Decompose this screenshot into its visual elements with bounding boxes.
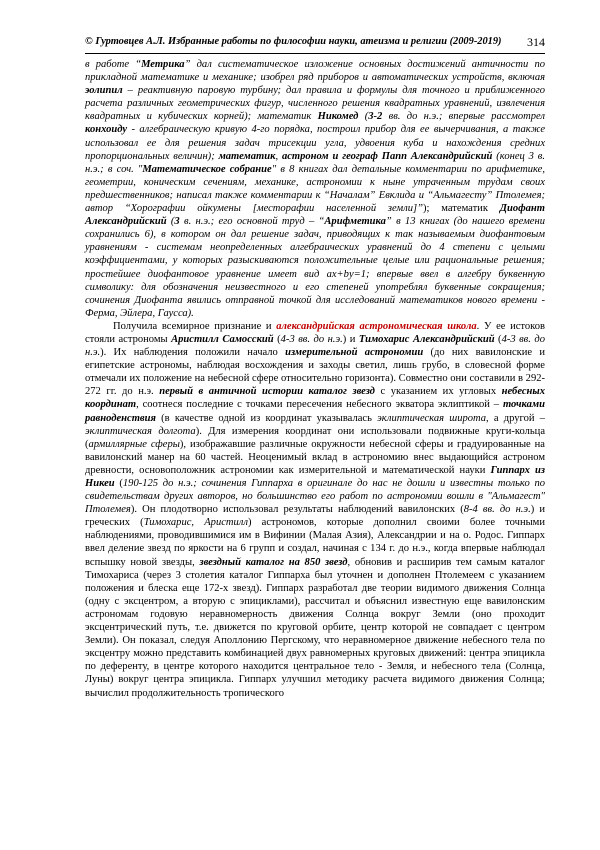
text-run: точками равноденствия <box>85 399 545 424</box>
text-run: 190-125 до н.э.; сочинения Гиппарха в оригинале до нас не дошли и известны только по свидетельствам других авторов, но большинство его работ по астрономии вошли в "Альмагест" Птолемея <box>85 478 545 516</box>
text-run: Арифметика <box>324 216 386 228</box>
text-run: 3-2 <box>368 111 383 123</box>
text-run: Никомед <box>317 111 359 123</box>
text-run: , обновив и расширив тем самым каталог Тимохариса (через 3 столетия каталог Гиппарха был уточнен и дополнен Птолемеем с указанием положения и блеска еще 172-х звезд). Гиппарх разработал две теории видимого движения Солнца (одну с эксцентром, а вторую с эпициклами), рассчитал и объяснил известную еще вавилонским астрономам годовую неравномерность движения Солнца вокруг Земли (оно проходит эксцентрический путь, т.е. движется по круговой орбите, центр которой не совпадает с центром Земли). Он показал, следуя Аполлонию Пергскому, что неравномерное движение небесного тела по эксцентру можно представить комбинацией двух равномерных круговых движений: центра эпицикла по деференту, в центре которого находится центральное тело - Земля, и небесного тела (Солнца, Луны) вокруг центра эпицикла. Гиппарх улучшил методику расчета видимого движения Солнца; вычислил продолжительность тропического <box>85 556 546 699</box>
text-run: 3 <box>174 216 180 228</box>
page-body <box>85 58 545 700</box>
text-run: армиллярные сферы <box>88 438 180 450</box>
text-run: ), изображавшие различные окружности небесной сферы и градуированные на вавилонский манер на 60 частей. Неоценимый вклад в астрономию внес выдающийся астроном древности, основоположник астрономии как измерительной и математической науки <box>85 438 545 476</box>
text-run: ). Он плодотворно использовал результаты наблюдений вавилонских ( <box>130 504 464 516</box>
text-run: , а другой – <box>486 412 546 424</box>
text-run: конхоиду <box>85 124 127 136</box>
text-run: ( <box>166 216 175 228</box>
paragraph-mathematicians <box>85 58 545 320</box>
text-run: в работе “ <box>85 59 142 70</box>
text-run: Математическое собрание <box>142 163 272 175</box>
text-run: измерительной астрономии <box>285 347 424 359</box>
text-run: звездный каталог на 850 звезд <box>199 556 348 568</box>
text-run: эклиптическая широта <box>377 412 487 424</box>
page-number: 314 <box>527 35 545 49</box>
text-run: эолипил <box>85 85 123 97</box>
text-run: Аристилл Самосский <box>171 333 274 345</box>
text-run: ( <box>114 478 123 489</box>
text-run: – реактивную паровую турбину; дал правила и формулы для точного и приближенного расчета различных геометрических фигур, численного решения квадратных уравнений, извлечения квадратных и кубических корней); математик <box>85 85 545 123</box>
text-run: небесных координат <box>85 386 545 411</box>
text-run: ); <box>423 203 442 215</box>
text-run: ) астрономов, которые дополнил своими более точными наблюдениями, проводившимися им в Вифинии (Малая Азия), Александрии и на о. Родос. Гиппарх ввел деление звезд по яркости на 6 групп и создал, начиная с 134 г. до н.э., когда впервые наблюдал вспышку новой звезды, <box>85 517 545 568</box>
paragraph-astronomy-school <box>85 320 545 700</box>
text-run: Получила всемирное признание и <box>113 320 277 332</box>
text-run: 4-3 вв. до н.э. <box>85 333 545 359</box>
text-run: (конец 3 в. н.э.; в соч. " <box>85 150 545 175</box>
text-run: Тимохарис, Аристилл <box>143 517 248 529</box>
text-run: в. н.э.; его основной труд – “ <box>179 216 325 228</box>
text-run: Тимохарис Александрийский <box>358 333 495 345</box>
text-run: 8-4 вв. до н.э. <box>463 504 531 516</box>
text-run: ( <box>273 333 281 345</box>
text-run: (до них вавилонские и египетские астрономы, наблюдая восхождения и заходы светил, лишь грубо, в словесной форме отмечали их положение на небесной сфере относительно горизонта). Совместно они составили в 292-272 гг. до н.э. <box>85 347 546 398</box>
text-run: ). Их наблюдения положили начало <box>100 347 286 359</box>
text-run: , соотнеся последние с точками пересечения небесного экватора эклиптикой – <box>136 399 503 411</box>
text-run: ( <box>494 333 502 345</box>
text-run: математик <box>218 150 276 162</box>
text-run: ( <box>358 111 369 123</box>
text-run: - алгебраическую кривую 4-го порядка, построил прибор для ее вычерчивания, а также использовал ее для решения задач трисекции угла, удвоения куба и нахождения средних пропорциональных величин); <box>85 124 545 162</box>
text-run: ” в 13 книгах (до нашего времени сохранились 6), в котором он дал решение задач, приводящих к так называемым диофантовым уравнениям - системам неопределенных алгебраических уравнений до 4 степени с целыми коэффициентами, у которых разыскиваются положительные целые или рациональные решения; простейшее диофантовое уравнение имеет вид ax+by=1; впервые ввел в алгебру буквенную символику: для обозначения неизвестного и его степеней употреблял буквенные сокращения; сочинения Диофанта явились отправной точкой для исследований математиков нового времени - Ферма, Эйлера, Гаусса). <box>85 216 545 319</box>
text-run: " в 8 книгах дал детальные комментарии по арифметике, геометрии, коническим сечениям, механике, астрономии к ныне утраченным трудам своих предшественников; написал также комментарии к “Началам” Евклида и “Альмагесту” Птолемея; автор “Хорографии ойкумены [месторафии населенной земли]” <box>85 163 545 215</box>
text-run: ) и <box>342 333 359 345</box>
text-run: александрийская астрономическая школа <box>276 320 477 332</box>
text-run: с указанием их угловых <box>374 386 502 398</box>
text-run: Метрика <box>141 59 185 70</box>
text-run: математик <box>441 203 500 215</box>
text-run: (в качестве одной из координат указывалась <box>155 412 378 424</box>
text-run: ) и греческих ( <box>85 504 546 529</box>
text-run: вв. до н.э.; впервые рассмотрел <box>382 111 546 123</box>
text-run: эклиптическая долгота <box>85 425 196 437</box>
header-title: © Гуртовцев А.Л. Избранные работы по философии науки, атеизма и религии (2009-2019) <box>85 36 502 47</box>
page-header <box>85 36 545 52</box>
text-run: 4-3 вв. до н.э. <box>280 333 343 345</box>
text-run: первый в античной истории каталог звезд <box>159 386 375 398</box>
text-run: ). Для измерения координат они использовали подвижные круги-кольца ( <box>85 425 546 450</box>
text-run: Диофант Александрийский <box>85 203 545 228</box>
text-run: ” дал систематическое изложение основных достижений античности по прикладной математике и механике; изобрел ряд приборов и автоматических устройств, включая <box>85 59 545 84</box>
text-run: астроном и географ Папп Александрийский <box>281 150 493 162</box>
text-run: . У ее истоков стояли астрономы <box>85 320 546 345</box>
text-run: Гиппарх из Никеи <box>85 464 545 489</box>
text-run: , <box>275 150 282 162</box>
header-rule <box>85 53 545 54</box>
